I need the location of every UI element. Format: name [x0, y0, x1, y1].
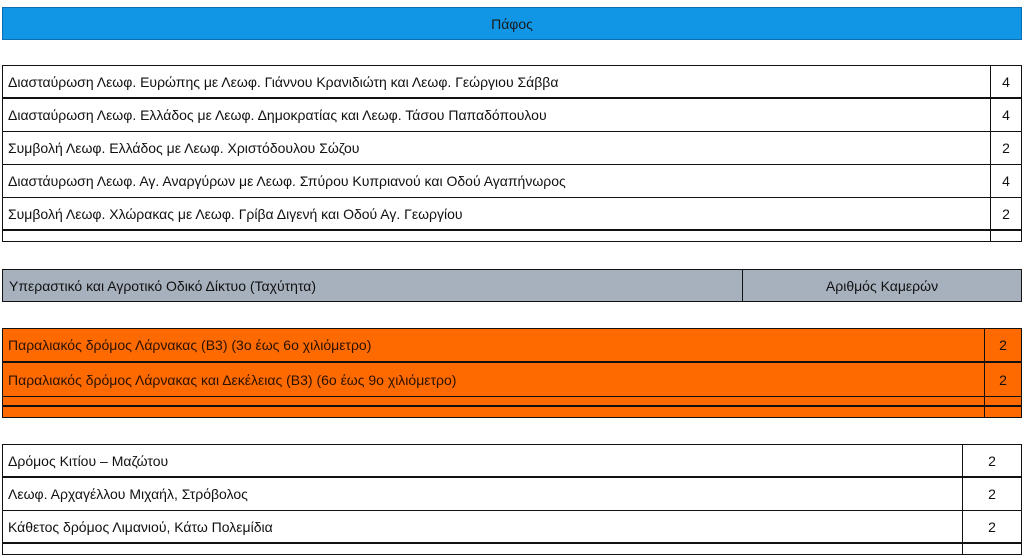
camera-count: 4 — [990, 99, 1021, 131]
camera-count: 2 — [990, 132, 1021, 164]
table-row — [3, 165, 1021, 198]
empty-cell — [984, 397, 1021, 405]
empty-cell — [3, 231, 990, 241]
table-row — [3, 329, 1021, 363]
empty-cell — [990, 231, 1021, 241]
table-row — [3, 132, 1021, 165]
table-row — [3, 66, 1021, 99]
location-name: Διασταύρωση Λεωφ. Ευρώπης με Λεωφ. Γιάννου Κρανιδιώτη και Λεωφ. Γεώργιου Σάββα — [8, 73, 559, 90]
district-title: Πάφος — [491, 15, 533, 32]
rural-network-header — [2, 269, 1022, 302]
empty-row — [3, 231, 1021, 241]
empty-cell — [984, 407, 1021, 417]
table-row — [3, 478, 1021, 511]
table-row — [3, 198, 1021, 231]
pafos-camera-table — [2, 65, 1022, 242]
empty-cell — [962, 544, 1021, 554]
camera-count: 2 — [990, 198, 1021, 229]
location-name: Συμβολή Λεωφ. Ελλάδος με Λεωφ. Χριστόδουλου Σώζου — [8, 140, 360, 156]
empty-row — [3, 544, 1021, 554]
empty-row — [3, 407, 1021, 417]
camera-count: 4 — [990, 66, 1021, 97]
table-row — [3, 99, 1021, 132]
location-name: Παραλιακός δρόμος Λάρνακας και Δεκέλειας (Β3) (6ο έως 9ο χιλιόμετρο) — [8, 371, 457, 388]
camera-count: 2 — [962, 478, 1021, 510]
empty-row — [3, 397, 1021, 407]
coastal-road-table — [2, 328, 1022, 418]
location-name: Συμβολή Λεωφ. Χλώρακας με Λεωφ. Γρίβα Διγενή και Οδού Αγ. Γεωργίου — [8, 205, 463, 222]
camera-count: 4 — [990, 165, 1021, 197]
camera-count: 2 — [962, 445, 1021, 476]
location-name: Δρόμος Κιτίου – Μαζώτου — [8, 452, 169, 469]
location-name: Διασταύρωση Λεωφ. Ελλάδος με Λεωφ. Δημοκρατίας και Λεωφ. Τάσου Παπαδόπουλου — [8, 107, 547, 123]
camera-count-header: Αριθμός Καμερών — [742, 270, 1021, 301]
empty-cell — [3, 544, 962, 554]
location-name: Διαστάυρωση Λεωφ. Αγ. Αναργύρων με Λεωφ. Σπύρου Κυπριανού και Οδού Αγαπήνωρος — [8, 173, 566, 189]
section-title: Υπεραστικό και Αγροτικό Οδικό Δίκτυο (Ταχύτητα) — [9, 277, 317, 294]
location-name: Λεωφ. Αρχαγέλλου Μιχαήλ, Στρόβολος — [8, 486, 248, 502]
location-name: Κάθετος δρόμος Λιμανιού, Κάτω Πολεμίδια — [8, 518, 273, 535]
table-row — [3, 363, 1021, 397]
district-title-bar — [2, 7, 1022, 40]
table-row — [3, 445, 1021, 478]
table-row — [3, 511, 1021, 544]
roads-camera-table — [2, 444, 1022, 555]
location-name: Παραλιακός δρόμος Λάρνακας (Β3) (3ο έως 6ο χιλιόμετρο) — [8, 337, 372, 353]
camera-count: 2 — [984, 329, 1021, 361]
camera-count: 2 — [984, 363, 1021, 396]
empty-cell — [3, 397, 984, 405]
empty-cell — [3, 407, 984, 417]
camera-count: 2 — [962, 511, 1021, 542]
